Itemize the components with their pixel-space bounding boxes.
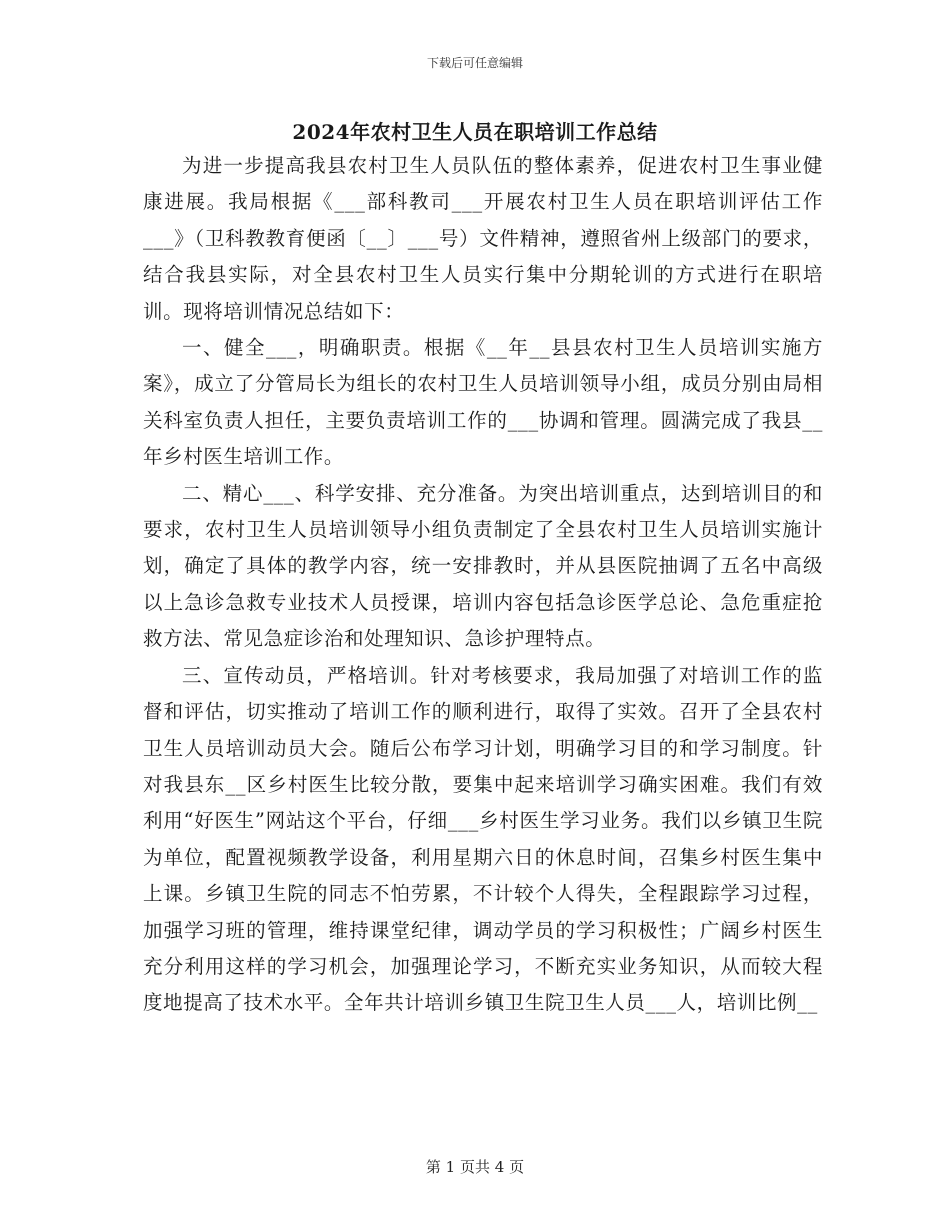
document-body: [143, 148, 823, 1022]
paragraph-intro: 为进一步提高我县农村卫生人员队伍的整体素养，促进农村卫生事业健康进展。我局根据《___部科教司___开展农村卫生人员在职培训评估工作___》（卫科教教育便函〔__〕___号）文件精神，遵照省州上级部门的要求，结合我县实际，对全县农村卫生人员实行集中分期轮训的方式进行在职培训。现将培训情况总结如下：: [143, 154, 823, 323]
paragraph-section-3: 三、宣传动员，严格培训。针对考核要求，我局加强了对培训工作的监督和评估，切实推动了培训工作的顺利进行，取得了实效。召开了全县农村卫生人员培训动员大会。随后公布学习计划，明确学习目的和学习制度。针对我县东__区乡村医生比较分散，要集中起来培训学习确实困难。我们有效利用“好医生”网站这个平台，仔细___乡村医生学习业务。我们以乡镇卫生院为单位，配置视频教学设备，利用星期六日的休息时间，召集乡村医生集中上课。乡镇卫生院的同志不怕劳累，不计较个人得失，全程跟踪学习过程，加强学习班的管理，维持课堂纪律，调动学员的学习积极性；广阔乡村医生充分利用这样的学习机会，加强理论学习，不断充实业务知识，从而较大程度地提高了技术水平。全年共计培训乡镇卫生院卫生人员___人，培训比例__: [143, 663, 823, 1015]
paragraph-section-1: 一、健全___，明确职责。根据《__年__县县农村卫生人员培训实施方案》，成立了分管局长为组长的农村卫生人员培训领导小组，成员分别由局相关科室负责人担任，主要负责培训工作的___协调和管理。圆满完成了我县__年乡村医生培训工作。: [143, 336, 823, 469]
page-number: 第 1 页共 4 页: [425, 1158, 525, 1176]
header-note: 下载后可任意编辑: [426, 56, 523, 70]
paragraph-section-2: 二、精心___、科学安排、充分准备。为突出培训重点，达到培训目的和要求，农村卫生人员培训领导小组负责制定了全县农村卫生人员培训实施计划，确定了具体的教学内容，统一安排教时，并从县医院抽调了五名中高级以上急诊急救专业技术人员授课，培训内容包括急诊医学总论、急危重症抢救方法、常见急症诊治和处理知识、急诊护理特点。: [143, 481, 823, 651]
document-title: 2024年农村卫生人员在职培训工作总结: [292, 120, 658, 144]
